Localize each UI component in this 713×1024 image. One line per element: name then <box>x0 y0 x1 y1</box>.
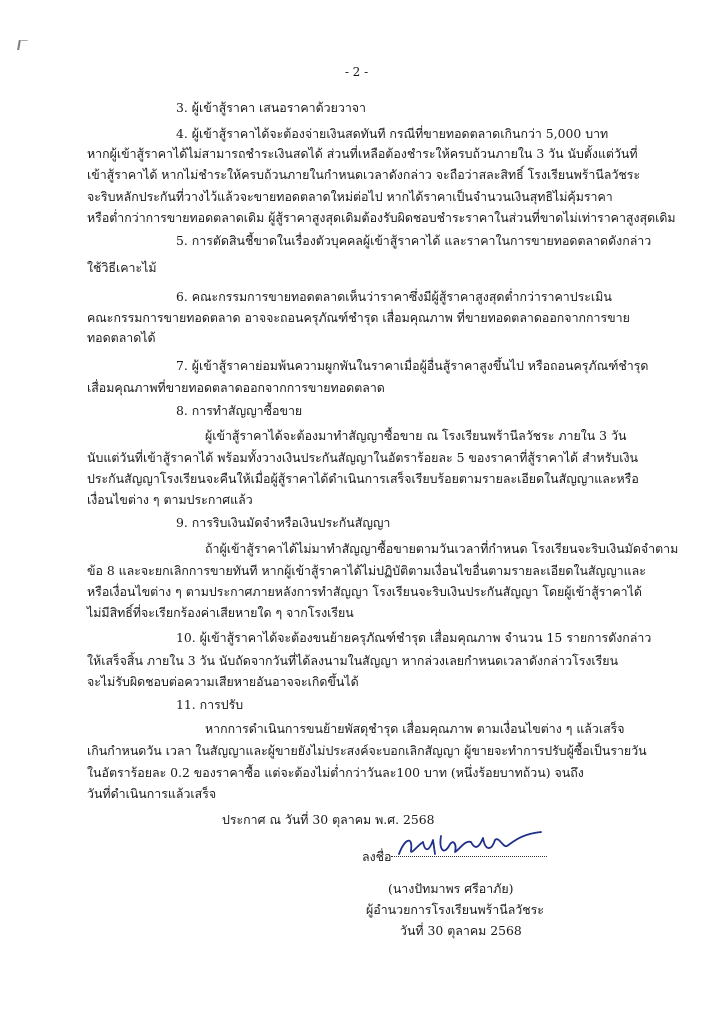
signer-position: ผู้อำนวยการโรงเรียนพร้านีลวัชระ <box>366 902 544 917</box>
staple-mark <box>17 40 28 50</box>
clause-9-line-2: ข้อ 8 และจะยกเลิกการขายทันที หากผู้เข้าสู้ราคาได้ไม่ปฏิบัติตามเงื่อนไขอื่นตามรายละเอียดในสัญญาและ <box>87 563 646 578</box>
clause-6-line-1: 6. คณะกรรมการขายทอดตลาดเห็นว่าราคาซึ่งมีผู้สู้ราคาสูงสุดต่ำกว่าราคาประเมิน <box>176 289 612 304</box>
clause-8-line-3: ประกันสัญญาโรงเรียนจะคืนให้เมื่อผู้สู้ราคาได้ดำเนินการเสร็จเรียบร้อยตามรายละเอียดในสัญญาและหรือ <box>87 471 639 486</box>
clause-11-heading: 11. การปรับ <box>176 697 244 712</box>
clause-3: 3. ผู้เข้าสู้ราคา เสนอราคาด้วยวาจา <box>176 100 367 115</box>
clause-11-line-1: หากการดำเนินการขนย้ายพัสดุชำรุด เสื่อมคุณภาพ ตามเงื่อนไขต่าง ๆ แล้วเสร็จ <box>205 721 625 736</box>
clause-5-line-2: ใช้วิธีเคาะไม้ <box>87 260 157 275</box>
page-number: - 2 - <box>344 65 369 79</box>
clause-11-line-2: เกินกำหนดวัน เวลา ในสัญญาและผู้ขายยังไม่ประสงค์จะบอกเลิกสัญญา ผู้ขายจะทำการปรับผู้ซื้อเป็นรายวัน <box>87 743 647 758</box>
clause-4-line-3: เข้าสู้ราคาได้ หากไม่ชำระให้ครบถ้วนภายในกำหนดเวลาดังกล่าว จะถือว่าสละสิทธิ์ โรงเรียนพร้านีลวัชระ <box>87 167 641 182</box>
clause-4-line-1: 4. ผู้เข้าสู้ราคาได้จะต้องจ่ายเงินสดทันที กรณีที่ขายทอดตลาดเกินกว่า 5,000 บาท <box>176 126 609 141</box>
clause-8-heading: 8. การทำสัญญาซื้อขาย <box>176 403 303 418</box>
clause-8-line-2: นับแต่วันที่เข้าสู้ราคาได้ พร้อมทั้งวางเงินประกันสัญญาในอัตราร้อยละ 5 ของราคาที่สู้ราคาได้ สำหรับเงิน <box>87 450 638 465</box>
signature-date: วันที่ 30 ตุลาคม 2568 <box>400 923 522 938</box>
clause-4-line-5: หรือต่ำกว่าการขายทอดตลาดเดิม ผู้สู้ราคาสูงสุดเดิมต้องรับผิดชอบชำระราคาในส่วนที่ขาดไม่เท่าราคาสูงสุดเดิม <box>87 210 676 225</box>
clause-10-line-1: 10. ผู้เข้าสู้ราคาได้จะต้องขนย้ายครุภัณฑ์ชำรุด เสื่อมคุณภาพ จำนวน 15 รายการดังกล่าว <box>176 630 652 645</box>
clause-8-line-1: ผู้เข้าสู้ราคาได้จะต้องมาทำสัญญาซื้อขาย ณ โรงเรียนพร้านีลวัชระ ภายใน 3 วัน <box>205 428 627 443</box>
clause-9-line-3: หรือเงื่อนไขต่าง ๆ ตามประกาศภายหลังการทำสัญญา โรงเรียนจะริบเงินประกันสัญญา โดยผู้เข้าสู้ราคาได้ <box>87 584 642 599</box>
clause-5-line-1: 5. การตัดสินชี้ขาดในเรื่องตัวบุคคลผู้เข้าสู้ราคาได้ และราคาในการขายทอดตลาดดังกล่าว <box>176 233 652 248</box>
clause-8-line-4: เงื่อนไขต่าง ๆ ตามประกาศแล้ว <box>87 492 253 507</box>
handwritten-signature <box>395 828 545 862</box>
clause-11-line-3: ในอัตราร้อยละ 0.2 ของราคาซื้อ แต่จะต้องไม่ต่ำกว่าวันละ100 บาท (หนึ่งร้อยบาทถ้วน) จนถึง <box>87 765 584 780</box>
clause-7-line-1: 7. ผู้เข้าสู้ราคาย่อมพ้นความผูกพันในราคาเมื่อผู้อื่นสู้ราคาสูงขึ้นไป หรือถอนครุภัณฑ์ชำรุด <box>176 358 649 373</box>
clause-9-line-1: ถ้าผู้เข้าสู้ราคาได้ไม่มาทำสัญญาซื้อขายตามวันเวลาที่กำหนด โรงเรียนจะริบเงินมัดจำตาม <box>205 541 679 556</box>
clause-6-line-3: ทอดตลาดได้ <box>87 330 156 345</box>
signer-name: (นางปัทมาพร ศรีอาภัย) <box>388 881 514 896</box>
clause-9-line-4: ไม่มีสิทธิ์ที่จะเรียกร้องค่าเสียหายใด ๆ จากโรงเรียน <box>87 605 354 620</box>
clause-4-line-4: จะริบหลักประกันที่วางไว้แล้วจะขายทอดตลาดใหม่ต่อไป หากได้ราคาเป็นจำนวนเงินสุทธิไม่คุ้มราคา <box>87 189 613 204</box>
clause-10-line-3: จะไม่รับผิดชอบต่อความเสียหายอันอาจจะเกิดขึ้นได้ <box>87 674 359 689</box>
signature-label: ลงชื่อ <box>362 849 392 864</box>
clause-7-line-2: เสื่อมคุณภาพที่ขายทอดตลาดออกจากการขายทอดตลาด <box>87 380 385 395</box>
clause-10-line-2: ให้เสร็จสิ้น ภายใน 3 วัน นับถัดจากวันที่ได้ลงนามในสัญญา หากล่วงเลยกำหนดเวลาดังกล่าวโรงเรียน <box>87 653 619 668</box>
clause-11-line-4: วันที่ดำเนินการแล้วเสร็จ <box>87 786 217 801</box>
clause-4-line-2: หากผู้เข้าสู้ราคาได้ไม่สามารถชำระเงินสดได้ ส่วนที่เหลือต้องชำระให้ครบถ้วนภายใน 3 วัน นับตั้งแต่วันที่ <box>87 146 638 161</box>
clause-9-heading: 9. การริบเงินมัดจำหรือเงินประกันสัญญา <box>176 515 391 530</box>
announcement-date: ประกาศ ณ วันที่ 30 ตุลาคม พ.ศ. 2568 <box>222 812 435 827</box>
clause-6-line-2: คณะกรรมการขายทอดตลาด อาจจะถอนครุภัณฑ์ชำรุด เสื่อมคุณภาพ ที่ขายทอดตลาดออกจากการขาย <box>87 310 630 325</box>
